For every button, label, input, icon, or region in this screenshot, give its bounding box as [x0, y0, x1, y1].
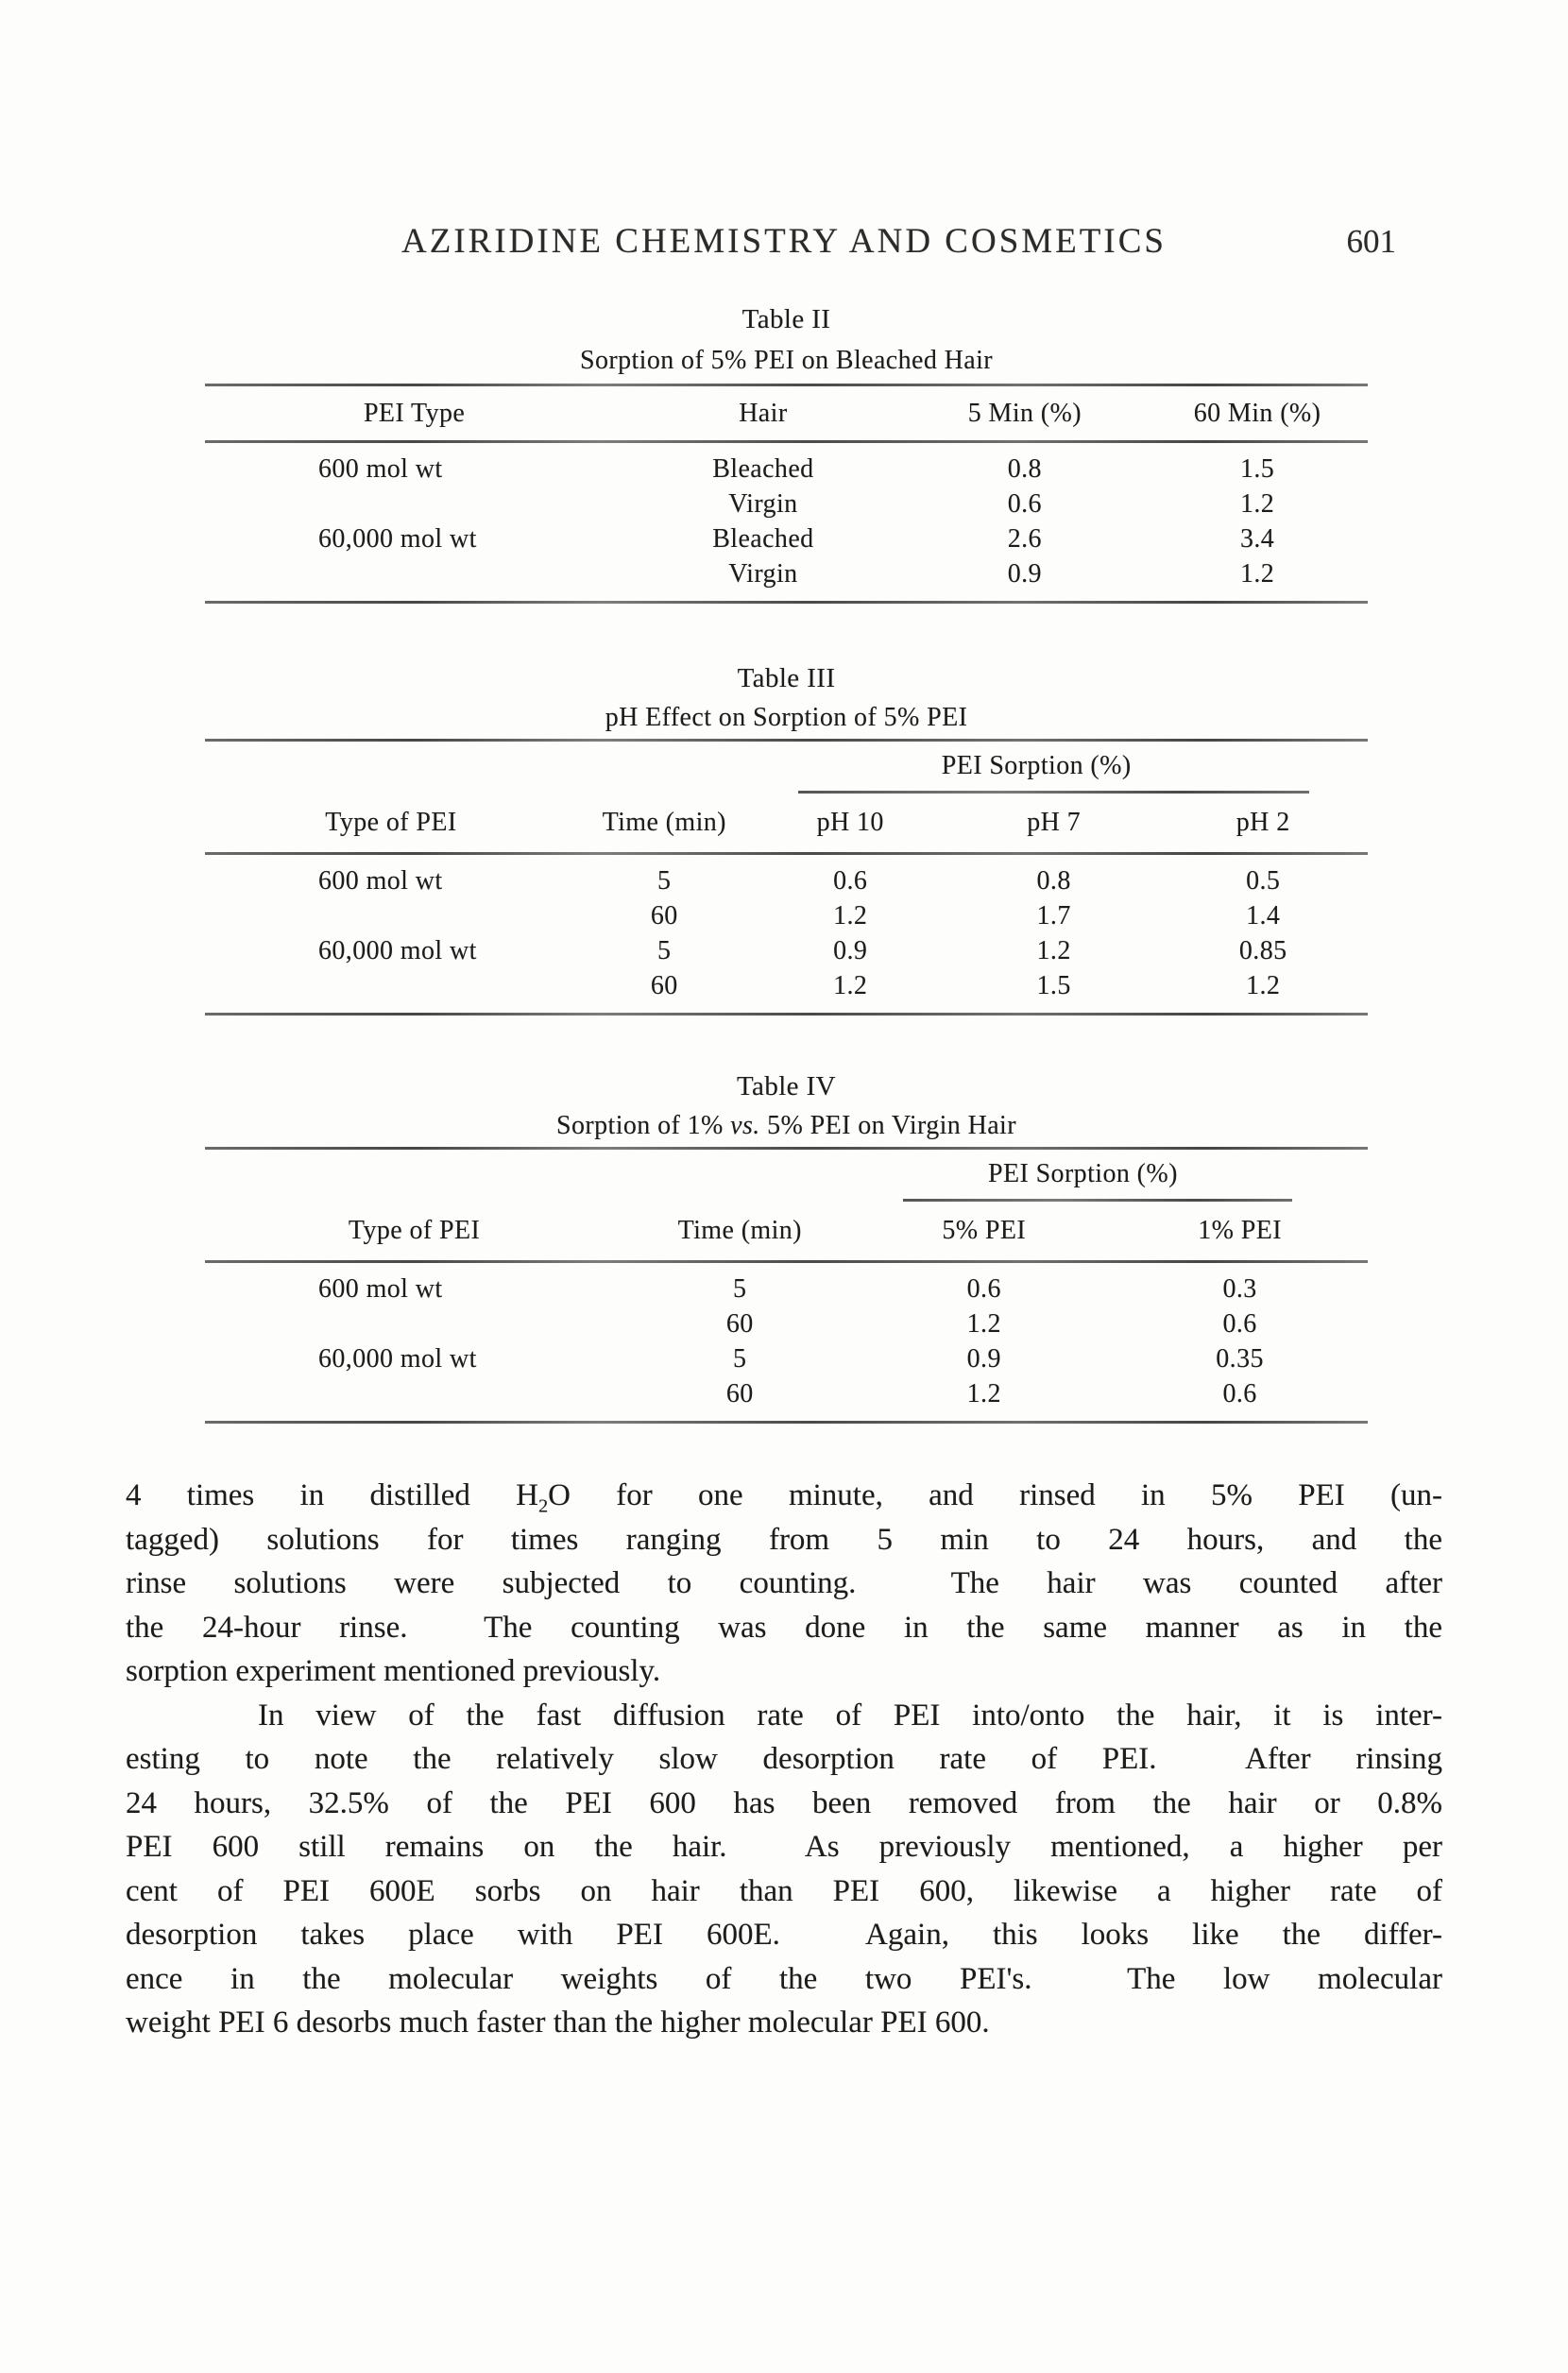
table-2-header-row — [205, 386, 1368, 440]
subtitle-vs: vs. — [730, 1111, 760, 1140]
body-line: rinse solutions were subjected to counting. The hair was counted after — [126, 1566, 1442, 1600]
cell: 1.2 — [1036, 935, 1071, 965]
table-row — [205, 556, 1368, 591]
body-line-text: O for one minute, and rinsed in 5% PEI (un- — [548, 1478, 1442, 1512]
body-line: weight PEI 6 desorbs much faster than the higher molecular PEI 600. — [126, 2006, 990, 2040]
cell — [205, 1376, 623, 1411]
cell: 5 — [733, 1343, 747, 1374]
table-3 — [205, 659, 1368, 1016]
subtitle-text: Sorption of 1% — [556, 1111, 731, 1140]
cell: 0.9 — [833, 935, 868, 965]
cell — [205, 968, 577, 1003]
span-header: PEI Sorption (%) — [987, 1159, 1178, 1188]
rule — [205, 1421, 1368, 1424]
cell — [205, 898, 577, 933]
running-head: AZIRIDINE CHEMISTRY AND COSMETICS — [401, 222, 1167, 261]
cell: 5 — [657, 935, 672, 965]
cell: 0.85 — [1238, 935, 1287, 965]
column-header: 5% PEI — [942, 1216, 1027, 1245]
cell: 0.9 — [966, 1343, 1001, 1374]
body-text — [126, 1474, 1442, 2045]
cell — [205, 487, 623, 521]
rule — [205, 1013, 1368, 1016]
table-3-span-header-row — [205, 742, 1368, 791]
table-2-title: Table II — [741, 304, 831, 334]
table-row — [205, 1376, 1368, 1411]
column-header: 1% PEI — [1198, 1216, 1282, 1245]
cell: 3.4 — [1239, 523, 1275, 554]
table-4-title: Table IV — [736, 1071, 837, 1101]
cell: Bleached — [712, 453, 814, 484]
cell: 1.4 — [1246, 900, 1281, 930]
column-header: Time (min) — [602, 808, 726, 837]
cell: 60 — [725, 1378, 754, 1408]
cell: 1.2 — [1246, 970, 1281, 1000]
table-4-body — [205, 1263, 1368, 1421]
cell: 0.9 — [1007, 558, 1042, 589]
table-row — [205, 521, 1368, 556]
column-header: Type of PEI — [348, 1216, 481, 1245]
cell: 5 — [733, 1273, 747, 1304]
cell: 1.7 — [1036, 900, 1071, 930]
table-row — [205, 1272, 1368, 1306]
cell: 2.6 — [1007, 523, 1042, 554]
table-row — [205, 1306, 1368, 1341]
cell: 60,000 mol wt — [318, 523, 477, 554]
cell: 0.5 — [1246, 865, 1281, 896]
cell — [205, 556, 623, 591]
cell: 1.2 — [833, 970, 868, 1000]
body-line: PEI 600 still remains on the hair. As previously mentioned, a higher per — [126, 1830, 1442, 1864]
table-2-body — [205, 443, 1368, 601]
table-row — [205, 487, 1368, 521]
body-line: ence in the molecular weights of the two PEI's. The low molecular — [126, 1961, 1442, 1996]
column-header: Type of PEI — [325, 808, 457, 837]
table-row — [205, 452, 1368, 487]
table-row — [205, 898, 1368, 933]
body-line: esting to note the relatively slow desorption rate of PEI. After rinsing — [126, 1742, 1442, 1776]
body-line: 24 hours, 32.5% of the PEI 600 has been removed from the hair or 0.8% — [126, 1785, 1442, 1820]
body-line: the 24-hour rinse. The counting was done in the same manner as in the — [126, 1610, 1442, 1645]
cell: 1.2 — [966, 1308, 1001, 1339]
cell: 1.5 — [1036, 970, 1071, 1000]
column-header: Hair — [739, 398, 788, 428]
table-3-body — [205, 855, 1368, 1013]
column-header: 5 Min (%) — [967, 398, 1082, 428]
column-header: pH 7 — [1027, 808, 1082, 837]
cell: 60 — [650, 900, 678, 930]
body-line: sorption experiment mentioned previously. — [126, 1654, 661, 1688]
table-3-header-row — [205, 794, 1368, 852]
cell: Virgin — [728, 558, 798, 589]
cell: 60,000 mol wt — [318, 1343, 477, 1374]
table-row — [205, 1341, 1368, 1376]
cell: 0.6 — [833, 865, 868, 896]
body-line — [126, 1474, 1442, 1518]
column-header: pH 2 — [1236, 808, 1290, 837]
cell: 0.3 — [1222, 1273, 1257, 1304]
table-row — [205, 863, 1368, 898]
cell: 600 mol wt — [318, 865, 443, 896]
cell: 600 mol wt — [318, 1273, 443, 1304]
cell: 0.6 — [1007, 488, 1042, 519]
body-line: desorption takes place with PEI 600E. Again, this looks like the differ- — [126, 1918, 1442, 1952]
body-line: cent of PEI 600E sorbs on hair than PEI 600, likewise a higher rate of — [126, 1873, 1442, 1908]
subtitle-text: 5% PEI on Virgin Hair — [759, 1111, 1016, 1140]
cell: 0.6 — [1222, 1378, 1257, 1408]
table-4-header-row — [205, 1202, 1368, 1260]
column-header: PEI Type — [363, 398, 466, 428]
subscript: 2 — [537, 1495, 549, 1517]
page-number: 601 — [1346, 223, 1396, 260]
cell: 600 mol wt — [318, 453, 443, 484]
body-line: tagged) solutions for times ranging from 5 min to 24 hours, and the — [126, 1522, 1442, 1557]
cell: 1.2 — [833, 900, 868, 930]
rule — [205, 601, 1368, 604]
cell: 0.35 — [1216, 1343, 1264, 1374]
table-2 — [205, 300, 1368, 604]
cell: Bleached — [712, 523, 814, 554]
table-3-subtitle: pH Effect on Sorption of 5% PEI — [605, 703, 968, 732]
cell: 60 — [650, 970, 678, 1000]
table-2-subtitle: Sorption of 5% PEI on Bleached Hair — [579, 346, 994, 375]
span-header: PEI Sorption (%) — [941, 751, 1132, 780]
table-3-title: Table III — [737, 663, 836, 693]
column-header: 60 Min (%) — [1193, 398, 1321, 428]
cell: 0.8 — [1007, 453, 1042, 484]
cell: 1.2 — [966, 1378, 1001, 1408]
table-row — [205, 933, 1368, 968]
cell — [205, 1306, 623, 1341]
cell: 0.6 — [1222, 1308, 1257, 1339]
cell: 60 — [725, 1308, 754, 1339]
cell: 0.6 — [966, 1273, 1001, 1304]
table-4 — [205, 1067, 1368, 1424]
table-row — [205, 968, 1368, 1003]
cell: 0.8 — [1036, 865, 1071, 896]
body-line: In view of the fast diffusion rate of PEI into/onto the hair, it is inter- — [258, 1698, 1442, 1733]
cell: 1.5 — [1239, 453, 1275, 484]
table-4-span-header-row — [205, 1150, 1368, 1199]
table-4-subtitle — [205, 1105, 1368, 1147]
body-line-text: 4 times in distilled H — [126, 1478, 538, 1512]
column-header: pH 10 — [816, 808, 884, 837]
cell: 60,000 mol wt — [318, 935, 477, 965]
cell: 1.2 — [1239, 558, 1275, 589]
cell: 5 — [657, 865, 672, 896]
column-header: Time (min) — [677, 1216, 802, 1245]
cell: Virgin — [728, 488, 798, 519]
cell: 1.2 — [1239, 488, 1275, 519]
